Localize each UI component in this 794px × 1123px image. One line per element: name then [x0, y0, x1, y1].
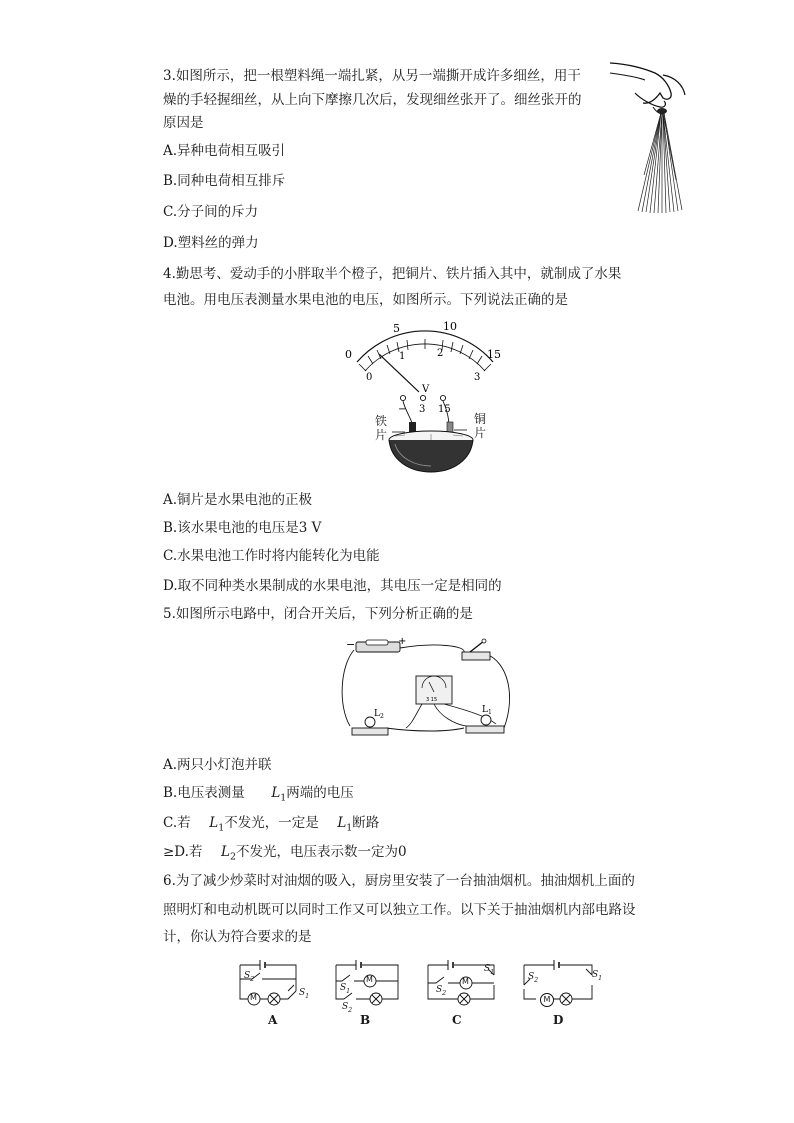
- q4-stem-line-1: 4.勤思考、爱动手的小胖取半个橙子，把铜片、铁片插入其中，就制成了水果: [163, 266, 622, 282]
- q4-scale-top-5: 5: [393, 322, 400, 335]
- q5-option-b: [163, 784, 354, 808]
- q3-option-b: B.同种电荷相互排斥: [163, 173, 286, 189]
- q6-label-a: A: [268, 1013, 278, 1027]
- q5-option-d-sub: 2: [230, 851, 237, 863]
- q5-figure-circuit: [336, 636, 518, 746]
- q6-b-s2-label: $S_2$: [342, 1002, 353, 1014]
- q4-meter-symbol: V: [422, 384, 430, 395]
- q6-a-s1-label: $S_1$: [299, 988, 310, 1000]
- q4-scale-top-10: 10: [443, 320, 457, 333]
- q6-stem-line-2: 照明灯和电动机既可以同时工作又可以独立工作。以下关于抽油烟机内部电路设: [163, 902, 636, 918]
- q6-c-motor-label: M: [462, 977, 469, 986]
- q5-option-b-sub: 1: [280, 792, 287, 804]
- q4-scale-bottom-1: 1: [399, 351, 406, 362]
- q5-option-c-pre: C.若: [163, 815, 191, 831]
- q6-d-s1-label: $S_1$: [592, 970, 603, 982]
- q6-c-s1-label: $S_1$: [484, 964, 495, 976]
- q5-option-c-post: 断路: [352, 815, 380, 831]
- q5-option-c-var2: L: [337, 815, 347, 831]
- q4-option-d: D.取不同种类水果制成的水果电池，其电压一定是相同的: [163, 578, 502, 594]
- q4-terminal-minus: −: [398, 404, 407, 415]
- q3-stem-line-3: 原因是: [163, 115, 204, 131]
- q6-label-c: C: [452, 1013, 462, 1027]
- q5-option-c-var1: L: [209, 815, 219, 831]
- q4-scale-bottom-3: 3: [474, 372, 481, 383]
- q4-label-copper: 铜片: [474, 412, 487, 440]
- q5-option-c-sub1: 1: [218, 822, 225, 834]
- q6-label-d: D: [553, 1013, 564, 1027]
- q4-scale-bottom-0: 0: [366, 372, 373, 383]
- q6-b-s1-label: $S_1$: [340, 983, 351, 995]
- q5-option-d: [163, 843, 407, 867]
- q5-option-b-pre: B.电压表测量: [163, 785, 245, 801]
- q4-figure-fruit-battery: [335, 318, 515, 480]
- q4-label-iron: 铁片: [375, 414, 388, 442]
- q3-option-a: A.异种电荷相互吸引: [163, 143, 286, 159]
- q5-option-b-post: 两端的电压: [286, 785, 354, 801]
- q6-a-s2-label: $S_2$: [244, 971, 255, 983]
- q6-d-motor: M: [540, 993, 554, 1007]
- q3-stem-line-2: 燥的手轻握细丝，从上向下摩擦几次后，发现细丝张开了。细丝张开的: [163, 92, 582, 108]
- q5-option-a: A.两只小灯泡并联: [163, 757, 272, 773]
- q5-meter-terminals: 3 15: [426, 697, 438, 703]
- q5-battery-plus: +: [398, 636, 407, 647]
- q6-d-s2-label: $S_2$: [528, 972, 539, 984]
- q5-option-d-post: 不发光，电压表示数一定为0: [236, 844, 407, 860]
- q4-option-b: B.该水果电池的电压是3 V: [163, 520, 322, 536]
- q5-option-b-var: L: [271, 785, 281, 801]
- q6-a-motor-label: M: [250, 993, 257, 1002]
- q5-option-c-mid: 不发光，一定是: [224, 815, 319, 831]
- q3-figure-hand-threads: [605, 55, 690, 215]
- q6-c-s2-label: $S_2$: [436, 985, 447, 997]
- q4-terminal-3: 3: [419, 404, 426, 415]
- q5-lamp-right-label: $L_1$: [482, 705, 492, 716]
- q4-stem-line-2: 电池。用电压表测量水果电池的电压，如图所示。下列说法正确的是: [163, 292, 568, 308]
- q3-stem-line-1: 3.如图所示，把一根塑料绳一端扎紧，从另一端撕开成许多细丝，用干: [163, 68, 581, 84]
- q5-battery-minus: −: [346, 638, 356, 651]
- q4-scale-top-0: 0: [345, 348, 352, 361]
- q4-option-c: C.水果电池工作时将内能转化为电能: [163, 548, 380, 564]
- q5-option-c: [163, 814, 379, 838]
- q3-option-d: D.塑料丝的弹力: [163, 235, 259, 251]
- q3-option-c: C.分子间的斥力: [163, 204, 259, 220]
- q5-stem: 5.如图所示电路中，闭合开关后，下列分析正确的是: [163, 606, 473, 622]
- q6-stem-line-3: 计，你认为符合要求的是: [163, 929, 312, 945]
- q4-scale-top-15: 15: [487, 348, 501, 361]
- q5-option-c-sub2: 1: [346, 822, 353, 834]
- q5-lamp-left-label: $L_2$: [374, 709, 384, 720]
- q5-option-d-var: L: [221, 844, 231, 860]
- q4-option-a: A.铜片是水果电池的正极: [163, 492, 313, 508]
- q4-terminal-15: 15: [438, 404, 451, 415]
- q6-label-b: B: [360, 1013, 371, 1027]
- q6-b-motor-label: M: [366, 975, 373, 984]
- q4-scale-bottom-2: 2: [437, 348, 444, 359]
- q6-stem-line-1: 6.为了减少炒菜时对油烟的吸入，厨房里安装了一台抽油烟机。抽油烟机上面的: [163, 873, 635, 889]
- q5-option-d-pre: ≥D.若: [163, 844, 203, 860]
